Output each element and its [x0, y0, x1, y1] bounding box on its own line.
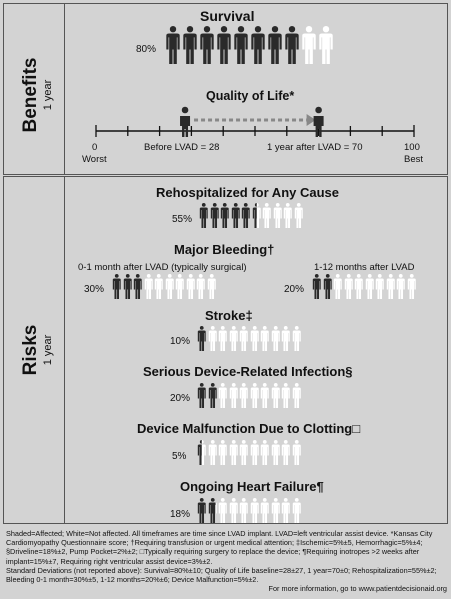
person-icon — [333, 274, 343, 299]
bleeding-late-percent: 20% — [284, 284, 305, 295]
person-icon — [292, 498, 302, 523]
person-icon — [292, 440, 302, 465]
footnote-standard-deviations: Standard Deviations (not reported above): Survival=80%±10; Quality of Life baseline=28±27, 1 year=70±0; Rehospitalization=55%±2; Bleeding 0-1 month=30%±5, 1-12 months=20%±6; Device Malfunction=5%±2. — [6, 565, 437, 585]
person-icon — [294, 203, 304, 228]
risks-label: Risks — [20, 324, 41, 376]
person-icon — [292, 383, 302, 408]
qol-before-label: Before LVAD = 28 — [144, 142, 220, 153]
person-icon — [281, 326, 291, 351]
risks-sublabel: 1 year — [42, 334, 54, 366]
heart-failure-icon-array — [197, 498, 302, 523]
qol-min-label: Worst — [82, 154, 107, 165]
person-icon — [199, 203, 209, 228]
person-icon — [229, 498, 239, 523]
person-icon — [229, 326, 239, 351]
person-icon — [218, 498, 228, 523]
person-icon — [250, 498, 260, 523]
bleeding-late-icon-array — [312, 274, 417, 299]
malfunction-icon-array — [197, 440, 302, 465]
person-icon — [239, 383, 249, 408]
person-icon — [229, 383, 239, 408]
person-icon — [260, 326, 270, 351]
person-icon — [252, 203, 262, 228]
person-icon — [386, 274, 396, 299]
malfunction-percent: 5% — [172, 451, 187, 462]
qol-max-value: 100 — [404, 142, 420, 153]
person-icon — [144, 274, 154, 299]
person-icon — [312, 274, 322, 299]
person-icon — [323, 274, 333, 299]
bleeding-early-icon-array — [112, 274, 217, 299]
person-icon — [220, 203, 230, 228]
person-icon — [281, 498, 291, 523]
person-icon — [281, 440, 291, 465]
person-icon — [271, 440, 281, 465]
qol-title: Quality of Life* — [206, 89, 295, 103]
person-icon — [165, 274, 175, 299]
person-icon — [218, 326, 228, 351]
stroke-percent: 10% — [170, 336, 191, 347]
person-icon — [292, 326, 302, 351]
person-icon — [241, 203, 251, 228]
person-icon — [231, 203, 241, 228]
person-icon — [218, 383, 228, 408]
person-icon — [354, 274, 364, 299]
person-icon — [197, 498, 207, 523]
qol-before-person-head — [182, 107, 189, 114]
person-icon — [208, 326, 218, 351]
person-icon — [260, 440, 270, 465]
bleeding-early-percent: 30% — [84, 284, 105, 295]
survival-percent: 80% — [136, 44, 157, 55]
person-icon — [239, 326, 249, 351]
person-icon — [229, 440, 239, 465]
person-icon — [197, 326, 207, 351]
footnote — [6, 529, 447, 593]
infection-percent: 20% — [170, 393, 191, 404]
person-icon — [375, 274, 385, 299]
person-icon — [207, 274, 217, 299]
bleeding-late-label: 1-12 months after LVAD — [314, 262, 415, 273]
person-icon — [250, 383, 260, 408]
person-icon — [208, 383, 218, 408]
qol-min-value: 0 — [92, 142, 98, 153]
person-icon — [175, 274, 185, 299]
qol-after-person-head — [315, 107, 322, 114]
survival-title: Survival — [200, 8, 255, 24]
qol-before-person — [180, 116, 190, 137]
infection-icon-array — [197, 383, 302, 408]
person-icon — [260, 498, 270, 523]
person-icon — [271, 383, 281, 408]
bleeding-early-label: 0-1 month after LVAD (typically surgical) — [78, 262, 247, 273]
person-icon — [271, 498, 281, 523]
person-icon — [154, 274, 164, 299]
risks-side-label — [20, 290, 60, 410]
heart-failure-title: Ongoing Heart Failure¶ — [180, 479, 324, 494]
person-icon — [344, 274, 354, 299]
qol-max-label: Best — [404, 154, 424, 165]
benefits-sublabel: 1 year — [42, 79, 54, 111]
bleeding-title: Major Bleeding† — [174, 242, 275, 257]
person-icon — [250, 440, 260, 465]
person-icon — [407, 274, 417, 299]
person-icon — [250, 326, 260, 351]
person-icon — [208, 440, 218, 465]
person-icon — [239, 498, 249, 523]
person-icon — [239, 440, 249, 465]
person-icon — [273, 203, 283, 228]
person-icon — [197, 383, 207, 408]
person-icon — [260, 383, 270, 408]
rehosp-title: Rehospitalized for Any Cause — [156, 185, 339, 200]
person-icon — [186, 274, 196, 299]
stroke-icon-array — [197, 326, 302, 351]
footnote-more-info: For more information, go to www.patientdecisionaid.org — [268, 584, 447, 594]
rehosp-percent: 55% — [172, 214, 193, 225]
qol-scale — [0, 0, 451, 175]
rehosp-icon-array — [199, 203, 304, 228]
person-icon — [210, 203, 220, 228]
stroke-title: Stroke‡ — [205, 308, 253, 323]
person-icon — [283, 203, 293, 228]
qol-after-label: 1 year after LVAD = 70 — [267, 142, 363, 153]
heart-failure-percent: 18% — [170, 509, 191, 520]
person-icon — [196, 274, 206, 299]
malfunction-title: Device Malfunction Due to Clotting□ — [137, 421, 361, 436]
person-icon — [271, 326, 281, 351]
person-icon — [281, 383, 291, 408]
person-icon — [365, 274, 375, 299]
person-icon — [123, 274, 133, 299]
person-icon — [133, 274, 143, 299]
person-icon — [262, 203, 272, 228]
person-icon — [208, 498, 218, 523]
person-icon — [112, 274, 122, 299]
person-icon — [396, 274, 406, 299]
footnote-definitions: Shaded=Affected; White=Not affected. All timeframes are time since LVAD implant. LVAD=left ventricular assist device. *Kansas City Cardiomyopathy Questionnaire score; †Requiring transfusion or urgent medical attention; ‡Ischemic=5%±5, Hemorrhagic=5%±4; §Driveline=18%±2, Pump Pocket=2%±2; □Typically requiring surgery to replace the device; ¶Requiring inotropes >2 weeks after implant=15%±7, Requiring right ventricular assist device=3%±2. — [6, 529, 433, 566]
person-icon — [197, 440, 207, 465]
risks-divider — [64, 176, 65, 524]
benefits-label: Benefits — [20, 57, 41, 133]
infection-title: Serious Device-Related Infection§ — [143, 364, 353, 379]
person-icon — [218, 440, 228, 465]
